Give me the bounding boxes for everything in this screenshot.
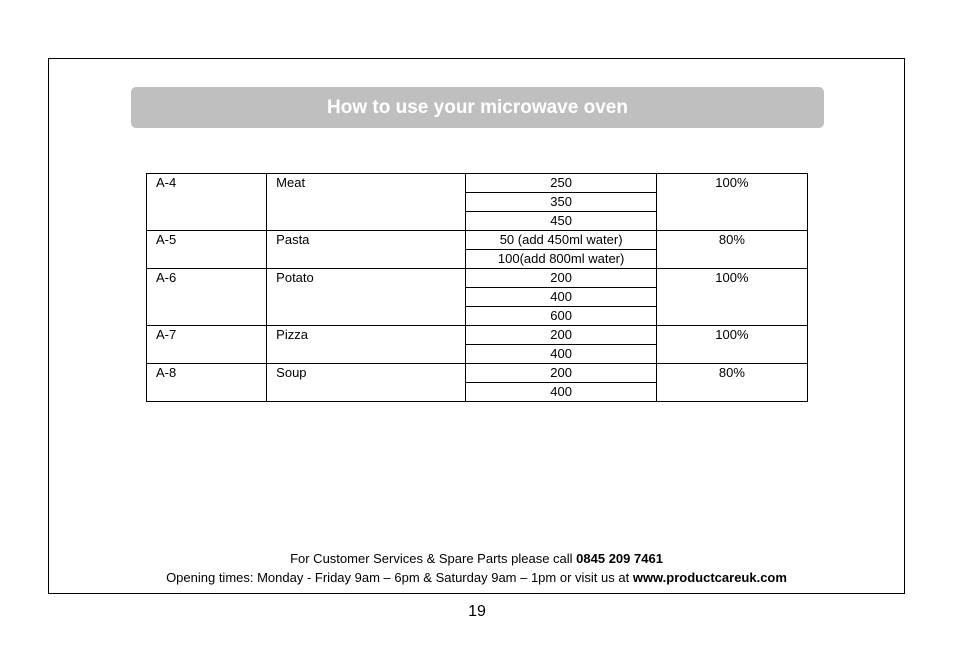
weight-cell: 250: [466, 174, 656, 193]
table-row: [147, 364, 808, 383]
weight-cell: 400: [466, 345, 656, 364]
food-name: Meat: [267, 174, 466, 231]
weight-cell: 600: [466, 307, 656, 326]
program-code: A-7: [147, 326, 267, 364]
weight-cell: 350: [466, 193, 656, 212]
phone-number: 0845 209 7461: [576, 551, 663, 566]
page-number: 19: [468, 603, 486, 620]
program-code: A-5: [147, 231, 267, 269]
weight-cell: 200: [466, 326, 656, 345]
website-link[interactable]: www.productcareuk.com: [632, 570, 787, 585]
weight-cell: 100(add 800ml water): [466, 250, 656, 269]
weight-cell: 400: [466, 383, 656, 402]
auto-cook-table: [146, 173, 808, 402]
weight-cell: 400: [466, 288, 656, 307]
power-level: 100%: [656, 326, 807, 364]
power-level: 80%: [656, 231, 807, 269]
section-title-bar: [131, 87, 824, 128]
weight-cell: 200: [466, 269, 656, 288]
program-code: A-8: [147, 364, 267, 402]
program-code: A-4: [147, 174, 267, 231]
power-level: 100%: [656, 269, 807, 326]
footer-text: For Customer Services & Spare Parts please call: [290, 551, 577, 566]
table-row: [147, 269, 808, 288]
table-row: [147, 174, 808, 193]
weight-cell: 50 (add 450ml water): [466, 231, 656, 250]
food-name: Potato: [267, 269, 466, 326]
weight-cell: 200: [466, 364, 656, 383]
power-level: 80%: [656, 364, 807, 402]
food-name: Pasta: [267, 231, 466, 269]
footer-customer-services: [48, 551, 905, 566]
program-code: A-6: [147, 269, 267, 326]
page-title: How to use your microwave oven: [327, 96, 628, 118]
table-row: [147, 231, 808, 250]
footer-text: Opening times: Monday - Friday 9am – 6pm & Saturday 9am – 1pm or visit us at: [166, 570, 633, 585]
food-name: Soup: [267, 364, 466, 402]
weight-cell: 450: [466, 212, 656, 231]
footer-opening-times: [48, 570, 905, 585]
table-row: [147, 326, 808, 345]
power-level: 100%: [656, 174, 807, 231]
food-name: Pizza: [267, 326, 466, 364]
